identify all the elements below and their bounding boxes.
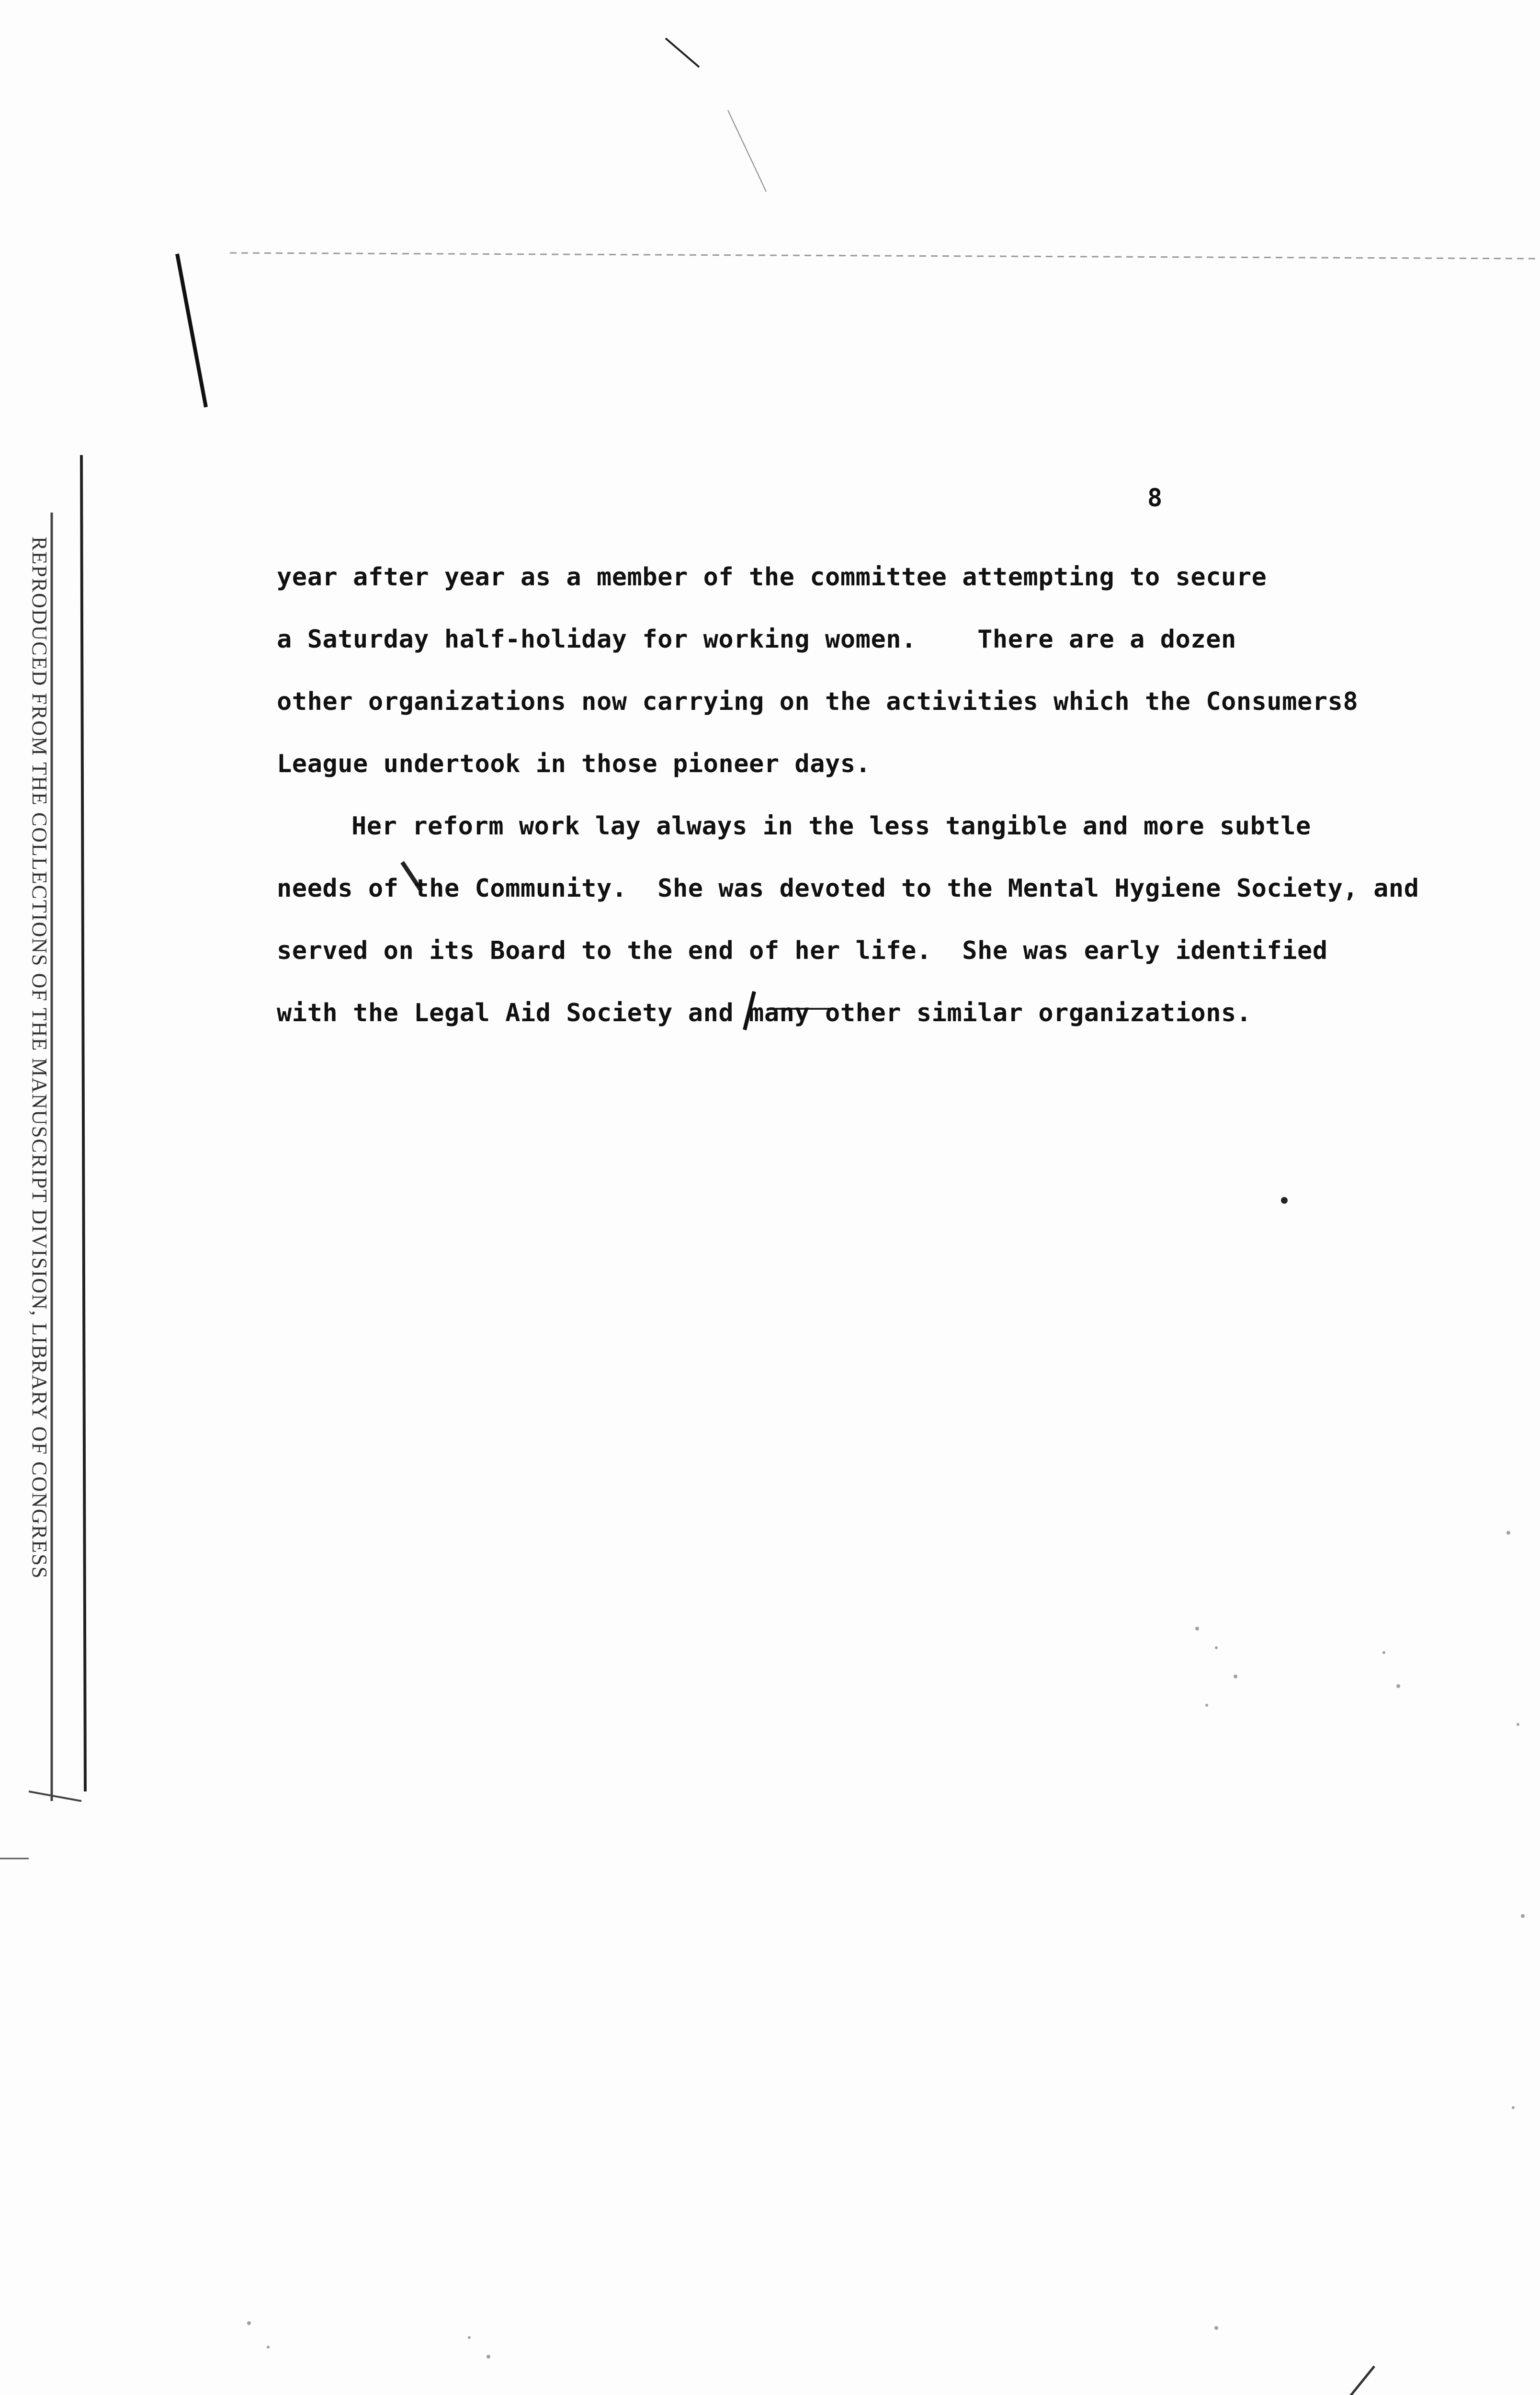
text-line: with the Legal Aid Society and many other similar organizations. (277, 999, 1252, 1027)
paragraph-first-line: Her reform work lay always in the less tangible and more subtle (351, 812, 1311, 841)
text-line: needs of the Community. She was devoted to the Mental Hygiene Society, and (277, 874, 1419, 903)
archive-stamp-text: REPRODUCED FROM THE COLLECTIONS OF THE MANUSCRIPT DIVISION, LIBRARY OF CONGRESS (28, 536, 51, 1579)
text-line: served on its Board to the end of her life. She was early identified (277, 936, 1328, 965)
text-line: a Saturday half-holiday for working women. There are a dozen (277, 625, 1236, 654)
body-text (277, 546, 1426, 1044)
archive-stamp (28, 536, 57, 1782)
text-line: year after year as a member of the committee attempting to secure (277, 563, 1267, 592)
page-number: 8 (1147, 484, 1163, 513)
text-line: other organizations now carrying on the activities which the Consumers8 (277, 687, 1359, 716)
text-line: League undertook in those pioneer days. (277, 750, 871, 778)
